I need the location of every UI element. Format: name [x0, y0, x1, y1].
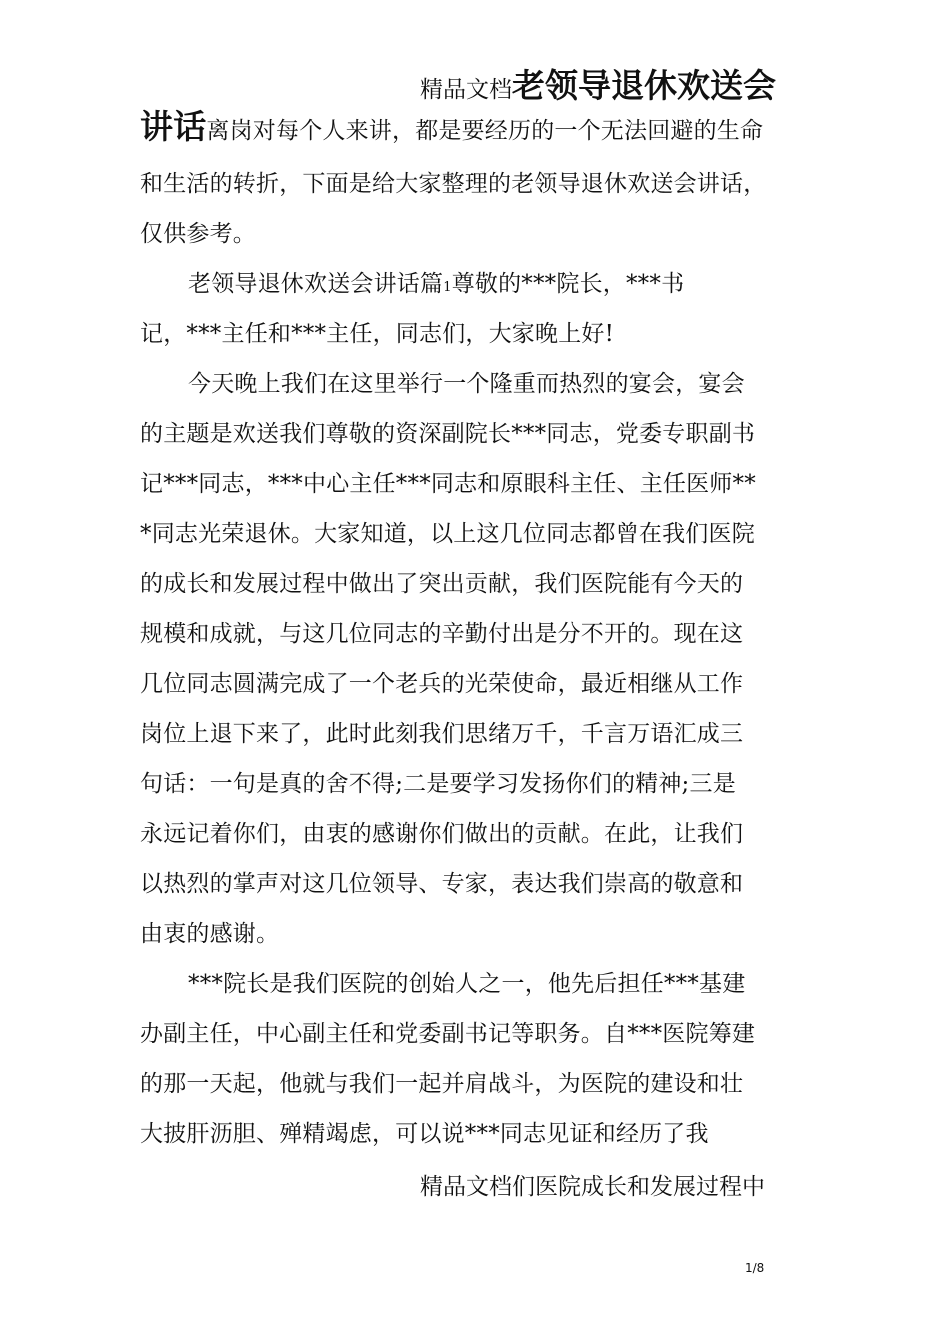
salutation-text: 尊敬的***院长，***书	[451, 271, 685, 297]
body-line-1	[140, 107, 764, 146]
body-line-13: 岗位上退下来了，此时此刻我们思绪万千，千言万语汇成三	[140, 721, 744, 747]
section-heading: 老领导退休欢送会讲话篇	[188, 271, 444, 297]
body-line-18: ***院长是我们医院的创始人之一，他先后担任***基建	[188, 971, 746, 997]
body-line-2: 和生活的转折，下面是给大家整理的老领导退休欢送会讲话，	[140, 171, 767, 197]
body-line-4	[188, 269, 684, 303]
body-line-15: 永远记着你们，由衷的感谢你们做出的贡献。在此，让我们	[140, 821, 744, 847]
body-line-20: 的那一天起，他就与我们一起并肩战斗，为医院的建设和壮	[140, 1071, 744, 1097]
header-brand: 精品文档	[420, 77, 512, 103]
body-line-5: 记，***主任和***主任，同志们，大家晚上好!	[140, 321, 615, 347]
body-line-14: 句话：一句是真的舍不得;二是要学习发扬你们的精神;三是	[140, 771, 736, 797]
body-line-7: 的主题是欢送我们尊敬的资深副院长***同志，党委专职副书	[140, 421, 756, 447]
document-title: 老领导退休欢送会	[512, 66, 776, 105]
footer-brand: 精品文档	[420, 1174, 512, 1200]
page-number: 1/8	[745, 1261, 765, 1275]
section-number: 1	[443, 280, 452, 295]
body-line-3: 仅供参考。	[140, 221, 256, 247]
paragraph-text: 离岗对每个人来讲，都是要经历的一个无法回避的生命	[206, 118, 764, 144]
body-line-9: *同志光荣退休。大家知道，以上这几位同志都曾在我们医院	[140, 521, 755, 547]
page-header	[420, 60, 776, 107]
page-footer	[420, 1168, 765, 1201]
title-continuation: 讲话	[140, 107, 207, 146]
body-line-17: 由衷的感谢。	[140, 921, 280, 947]
body-line-21: 大披肝沥胆、殚精竭虑，可以说***同志见证和经历了我	[140, 1121, 709, 1147]
footer-text: 们医院成长和发展过程中	[512, 1174, 765, 1200]
body-line-11: 规模和成就，与这几位同志的辛勤付出是分不开的。现在这	[140, 621, 744, 647]
body-line-16: 以热烈的掌声对这几位领导、专家，表达我们崇高的敬意和	[140, 871, 744, 897]
body-line-10: 的成长和发展过程中做出了突出贡献，我们医院能有今天的	[140, 571, 744, 597]
body-line-8: 记***同志，***中心主任***同志和原眼科主任、主任医师**	[140, 471, 756, 497]
body-line-6: 今天晚上我们在这里举行一个隆重而热烈的宴会，宴会	[188, 371, 745, 397]
body-line-19: 办副主任，中心副主任和党委副书记等职务。自***医院筹建	[140, 1021, 756, 1047]
body-line-12: 几位同志圆满完成了一个老兵的光荣使命，最近相继从工作	[140, 671, 744, 697]
